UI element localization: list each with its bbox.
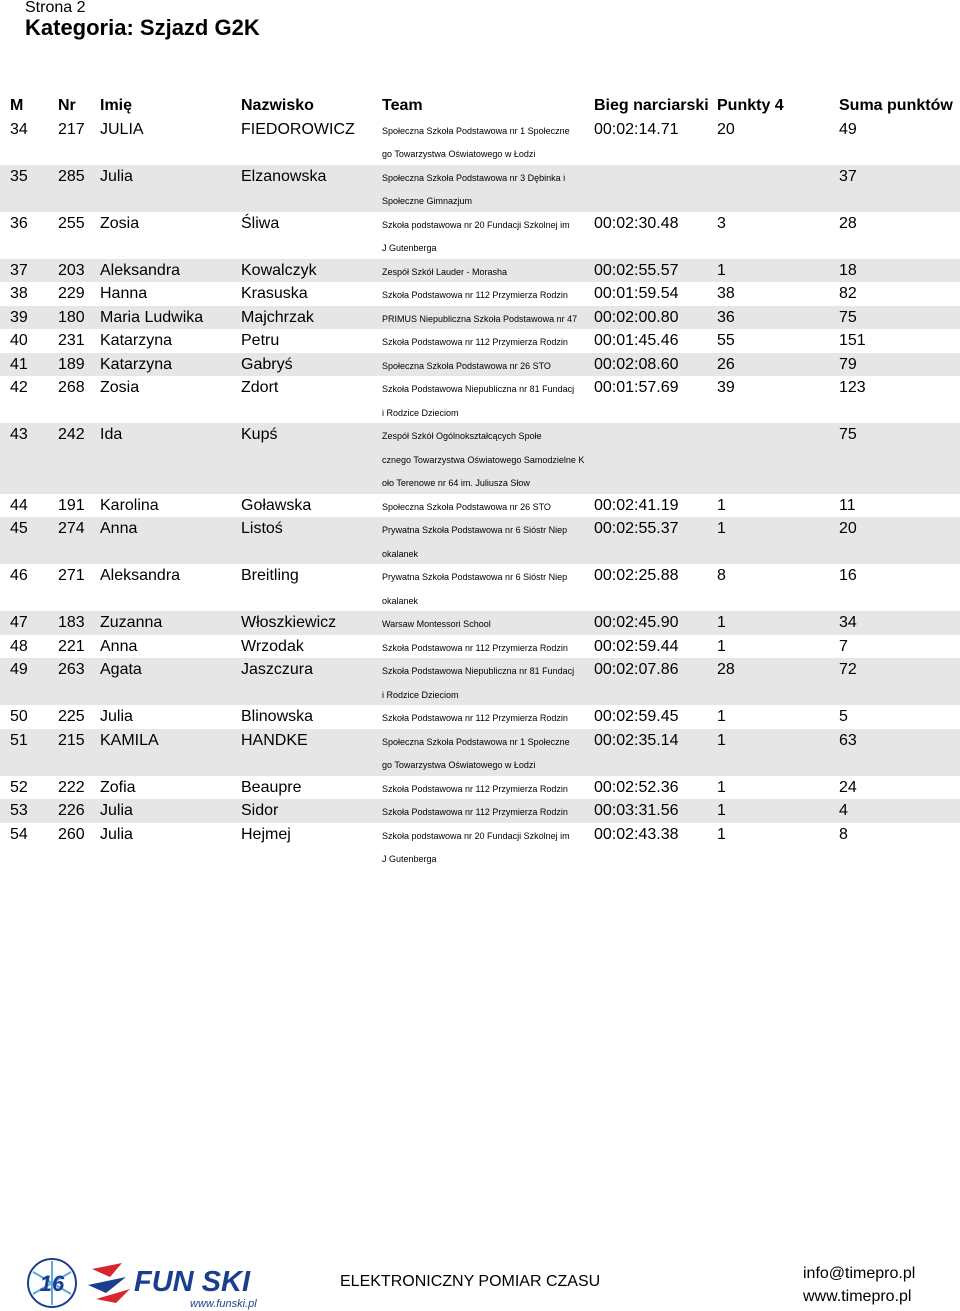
cell-nr: 255 <box>58 214 85 232</box>
cell-m: 49 <box>10 661 28 678</box>
cell-nr: 215 <box>58 731 85 749</box>
cell-nazwisko: Elzanowska <box>241 167 327 185</box>
snowflake-badge-icon <box>28 1259 76 1307</box>
cell-imie: KAMILA <box>100 731 159 749</box>
table-row-continuation <box>0 682 960 706</box>
cell-punkty: 26 <box>717 355 735 373</box>
cell-nr: 268 <box>58 379 85 396</box>
cell-nr: 263 <box>58 661 85 678</box>
cell-punkty: 1 <box>717 637 726 655</box>
cell-m: 35 <box>10 167 28 185</box>
table-row-continuation <box>0 447 960 471</box>
table-row <box>0 517 960 541</box>
cell-team: Szkoła Podstawowa Niepubliczna nr 81 Fundacj <box>382 666 575 676</box>
table-row <box>0 376 960 400</box>
cell-m: 54 <box>10 825 28 843</box>
cell-nazwisko: Krasuska <box>241 285 308 302</box>
cell-m: 45 <box>10 520 28 537</box>
cell-punkty: 55 <box>717 332 735 349</box>
table-row <box>0 635 960 659</box>
cell-nazwisko: Włoszkiewicz <box>241 614 337 631</box>
cell-nazwisko: Sidor <box>241 802 279 819</box>
cell-nr: 274 <box>58 520 85 537</box>
cell-nazwisko: FIEDOROWICZ <box>241 120 355 138</box>
cell-m: 44 <box>10 496 28 514</box>
table-row-continuation <box>0 235 960 259</box>
cell-punkty: 36 <box>717 308 735 326</box>
cell-team: Społeczna Szkoła Podstawowa nr 26 STO <box>382 360 551 371</box>
cell-punkty: 1 <box>717 261 726 279</box>
cell-team-continuation: okalanek <box>382 548 419 559</box>
header-punkty: Punkty 4 <box>717 97 784 114</box>
logo-badge-text: 16 <box>39 1271 65 1296</box>
cell-nr: 221 <box>58 637 85 655</box>
header-nr: Nr <box>58 97 76 114</box>
cell-bieg: 00:02:59.44 <box>594 637 679 655</box>
cell-suma: 82 <box>839 285 857 302</box>
cell-nazwisko: Gabryś <box>241 355 293 373</box>
cell-team: Warsaw Montessori School <box>382 619 491 629</box>
cell-punkty: 1 <box>717 778 726 796</box>
cell-bieg: 00:03:31.56 <box>594 802 679 819</box>
table-row <box>0 611 960 635</box>
cell-imie: Agata <box>100 661 142 678</box>
cell-imie: Julia <box>100 708 133 725</box>
page-label: Strona 2 <box>25 0 86 16</box>
cell-suma: 18 <box>839 261 857 279</box>
table-row <box>0 658 960 682</box>
cell-nr: 231 <box>58 332 85 349</box>
cell-suma: 20 <box>839 520 857 537</box>
cell-punkty: 28 <box>717 661 735 678</box>
cell-imie: Julia <box>100 167 133 185</box>
skier-icon <box>88 1263 130 1303</box>
cell-imie: Maria Ludwika <box>100 308 204 326</box>
table-row <box>0 705 960 729</box>
table-row-continuation <box>0 588 960 612</box>
cell-suma: 24 <box>839 778 857 796</box>
cell-nazwisko: Wrzodak <box>241 637 304 655</box>
cell-suma: 75 <box>839 426 857 443</box>
table-row <box>0 329 960 353</box>
cell-team-continuation: go Towarzystwa Oświatowego w Łodzi <box>382 149 536 159</box>
header-suma: Suma punktów <box>839 97 953 114</box>
table-body <box>0 118 960 870</box>
cell-suma: 7 <box>839 637 848 655</box>
cell-team-continuation: i Rodzice Dzieciom <box>382 407 459 418</box>
cell-nazwisko: Hejmej <box>241 825 291 843</box>
cell-team-continuation: oło Terenowe nr 64 im. Juliusza Słow <box>382 478 530 488</box>
cell-bieg: 00:01:45.46 <box>594 332 679 349</box>
cell-bieg: 00:02:08.60 <box>594 355 679 373</box>
cell-team: Szkoła Podstawowa nr 112 Przymierza Rodzin <box>382 290 568 300</box>
table-row <box>0 165 960 189</box>
cell-suma: 28 <box>839 214 857 232</box>
page-title: Kategoria: Szjazd G2K <box>25 15 260 40</box>
cell-bieg: 00:02:43.38 <box>594 825 679 843</box>
cell-m: 48 <box>10 637 28 655</box>
cell-nazwisko: Kowalczyk <box>241 261 317 279</box>
cell-team-continuation: J Gutenberga <box>382 854 437 864</box>
cell-m: 42 <box>10 379 28 396</box>
cell-suma: 49 <box>839 120 857 138</box>
cell-bieg: 00:02:14.71 <box>594 120 679 138</box>
cell-m: 34 <box>10 120 28 138</box>
cell-suma: 151 <box>839 332 866 349</box>
header-nazwisko: Nazwisko <box>241 97 314 114</box>
cell-bieg: 00:01:59.54 <box>594 285 679 302</box>
cell-suma: 4 <box>839 802 848 819</box>
table-row <box>0 823 960 847</box>
header-m: M <box>10 97 24 114</box>
cell-nazwisko: Beaupre <box>241 778 302 796</box>
cell-suma: 16 <box>839 567 857 584</box>
footer-website[interactable]: www.timepro.pl <box>803 1288 912 1305</box>
footer-email[interactable]: info@timepro.pl <box>803 1265 916 1282</box>
cell-team-continuation: J Gutenberga <box>382 243 437 253</box>
cell-nazwisko: Majchrzak <box>241 308 314 326</box>
table-row-continuation <box>0 188 960 212</box>
table-header <box>0 94 960 118</box>
table-row <box>0 118 960 142</box>
cell-nr: 203 <box>58 261 85 279</box>
cell-nr: 180 <box>58 308 85 326</box>
cell-team-continuation: Społeczne Gimnazjum <box>382 196 473 206</box>
header-imie: Imię <box>100 97 133 114</box>
cell-m: 47 <box>10 614 28 631</box>
cell-punkty: 1 <box>717 520 726 537</box>
cell-m: 46 <box>10 567 28 584</box>
cell-punkty: 1 <box>717 731 726 749</box>
cell-m: 36 <box>10 214 28 232</box>
cell-team: Szkoła Podstawowa nr 112 Przymierza Rodzin <box>382 642 568 653</box>
cell-team: Szkoła podstawowa nr 20 Fundacji Szkolnej im <box>382 219 570 230</box>
cell-bieg: 00:02:35.14 <box>594 731 679 749</box>
page-footer <box>0 1250 960 1311</box>
cell-nr: 217 <box>58 120 85 138</box>
cell-suma: 79 <box>839 355 857 373</box>
cell-team: Społeczna Szkoła Podstawowa nr 1 Społeczne <box>382 125 570 136</box>
cell-bieg: 00:02:55.57 <box>594 261 679 279</box>
cell-nr: 260 <box>58 825 85 843</box>
table-row <box>0 423 960 447</box>
cell-m: 40 <box>10 332 28 349</box>
cell-imie: Katarzyna <box>100 355 173 373</box>
cell-imie: Karolina <box>100 496 159 514</box>
cell-bieg: 00:01:57.69 <box>594 379 679 396</box>
cell-team: Szkoła podstawowa nr 20 Fundacji Szkolnej im <box>382 830 570 841</box>
header-team: Team <box>382 97 423 114</box>
cell-nr: 189 <box>58 355 85 373</box>
cell-bieg: 00:02:41.19 <box>594 496 679 514</box>
cell-imie: Ida <box>100 426 123 443</box>
cell-nr: 225 <box>58 708 85 725</box>
cell-nr: 222 <box>58 778 85 796</box>
cell-suma: 34 <box>839 614 857 631</box>
cell-nr: 271 <box>58 567 85 584</box>
cell-suma: 5 <box>839 708 848 725</box>
cell-team: Szkoła Podstawowa nr 112 Przymierza Rodzin <box>382 337 568 347</box>
cell-suma: 75 <box>839 308 857 326</box>
cell-nr: 285 <box>58 167 85 185</box>
cell-team: Szkoła Podstawowa nr 112 Przymierza Rodzin <box>382 783 568 794</box>
cell-nr: 229 <box>58 285 85 302</box>
cell-bieg: 00:02:52.36 <box>594 778 679 796</box>
footer-center-text: ELEKTRONICZNY POMIAR CZASU <box>340 1273 601 1290</box>
results-table <box>0 94 960 870</box>
cell-imie: Hanna <box>100 285 148 302</box>
cell-nazwisko: Blinowska <box>241 708 314 725</box>
cell-imie: JULIA <box>100 120 144 138</box>
cell-imie: Julia <box>100 825 133 843</box>
cell-team: Zespół Szkół Ogólnokształcących Społe <box>382 431 542 441</box>
cell-m: 50 <box>10 708 28 725</box>
cell-bieg: 00:02:00.80 <box>594 308 679 326</box>
cell-team-continuation: go Towarzystwa Oświatowego w Łodzi <box>382 760 536 770</box>
cell-team: Szkoła Podstawowa Niepubliczna nr 81 Fundacj <box>382 384 575 394</box>
cell-nazwisko: Śliwa <box>241 214 280 232</box>
table-row <box>0 799 960 823</box>
cell-nazwisko: Zdort <box>241 379 279 396</box>
cell-team-continuation: cznego Towarzystwa Oświatowego Samodzielne K <box>382 454 585 465</box>
cell-team-continuation: i Rodzice Dzieciom <box>382 689 459 700</box>
table-row <box>0 564 960 588</box>
cell-suma: 11 <box>839 496 856 514</box>
cell-nazwisko: Listoś <box>241 520 283 537</box>
cell-bieg: 00:02:07.86 <box>594 661 679 678</box>
cell-suma: 72 <box>839 661 857 678</box>
cell-imie: Zosia <box>100 214 140 232</box>
cell-team-continuation: okalanek <box>382 595 419 606</box>
cell-nazwisko: Breitling <box>241 567 299 584</box>
cell-m: 51 <box>10 731 28 749</box>
cell-imie: Zofia <box>100 778 136 796</box>
cell-team: Prywatna Szkoła Podstawowa nr 6 Sióstr Niep <box>382 572 568 582</box>
cell-punkty: 39 <box>717 379 735 396</box>
cell-m: 41 <box>10 355 28 373</box>
table-row <box>0 494 960 518</box>
cell-nazwisko: Kupś <box>241 426 278 443</box>
cell-punkty: 3 <box>717 214 726 232</box>
table-row-continuation <box>0 470 960 494</box>
cell-team: Społeczna Szkoła Podstawowa nr 26 STO <box>382 501 551 512</box>
cell-bieg: 00:02:25.88 <box>594 567 679 584</box>
cell-team: Szkoła Podstawowa nr 112 Przymierza Rodzin <box>382 807 568 817</box>
table-row-continuation <box>0 541 960 565</box>
cell-team: Prywatna Szkoła Podstawowa nr 6 Sióstr Niep <box>382 525 568 535</box>
cell-nr: 226 <box>58 802 85 819</box>
cell-bieg: 00:02:30.48 <box>594 214 679 232</box>
cell-m: 43 <box>10 426 28 443</box>
table-row <box>0 729 960 753</box>
table-row-continuation <box>0 846 960 870</box>
cell-m: 52 <box>10 778 28 796</box>
cell-suma: 37 <box>839 167 857 185</box>
cell-m: 39 <box>10 308 28 326</box>
table-row <box>0 259 960 283</box>
cell-nr: 183 <box>58 614 85 631</box>
header-bieg: Bieg narciarski <box>594 97 709 114</box>
cell-imie: Anna <box>100 637 138 655</box>
cell-imie: Katarzyna <box>100 332 173 349</box>
cell-nazwisko: Goławska <box>241 496 312 514</box>
logo-url: www.funski.pl <box>190 1298 257 1310</box>
cell-punkty: 1 <box>717 614 726 631</box>
table-row <box>0 212 960 236</box>
table-row <box>0 353 960 377</box>
cell-nazwisko: HANDKE <box>241 731 308 749</box>
cell-imie: Julia <box>100 802 133 819</box>
table-row-continuation <box>0 752 960 776</box>
cell-imie: Anna <box>100 520 138 537</box>
cell-bieg: 00:02:59.45 <box>594 708 679 725</box>
table-row <box>0 776 960 800</box>
cell-nazwisko: Jaszczura <box>241 661 314 678</box>
cell-imie: Aleksandra <box>100 567 181 584</box>
cell-m: 37 <box>10 261 28 279</box>
table-row-continuation <box>0 400 960 424</box>
cell-punkty: 1 <box>717 802 726 819</box>
cell-team: Społeczna Szkoła Podstawowa nr 1 Społeczne <box>382 736 570 747</box>
cell-punkty: 1 <box>717 825 726 843</box>
cell-m: 53 <box>10 802 28 819</box>
cell-imie: Aleksandra <box>100 261 181 279</box>
cell-nr: 191 <box>58 496 85 514</box>
cell-team: Społeczna Szkoła Podstawowa nr 3 Dębinka i <box>382 172 566 183</box>
table-row <box>0 282 960 306</box>
cell-suma: 123 <box>839 379 866 396</box>
cell-imie: Zosia <box>100 379 140 396</box>
cell-bieg: 00:02:55.37 <box>594 520 679 537</box>
cell-m: 38 <box>10 285 28 302</box>
logo-text: FUN SKI <box>134 1266 250 1298</box>
cell-team: PRIMUS Niepubliczna Szkoła Podstawowa nr 47 <box>382 313 578 324</box>
cell-punkty: 1 <box>717 496 726 514</box>
cell-team: Szkoła Podstawowa nr 112 Przymierza Rodzin <box>382 713 568 723</box>
cell-suma: 63 <box>839 731 857 749</box>
table-row <box>0 306 960 330</box>
cell-imie: Zuzanna <box>100 614 163 631</box>
cell-suma: 8 <box>839 825 848 843</box>
cell-nazwisko: Petru <box>241 332 280 349</box>
cell-punkty: 20 <box>717 120 735 138</box>
table-row-continuation <box>0 141 960 165</box>
cell-nr: 242 <box>58 426 85 443</box>
cell-team: Zespół Szkół Lauder - Morasha <box>382 266 508 277</box>
cell-punkty: 38 <box>717 285 735 302</box>
cell-bieg: 00:02:45.90 <box>594 614 679 631</box>
funski-logo <box>26 1255 288 1311</box>
cell-punkty: 1 <box>717 708 726 725</box>
cell-punkty: 8 <box>717 567 726 584</box>
